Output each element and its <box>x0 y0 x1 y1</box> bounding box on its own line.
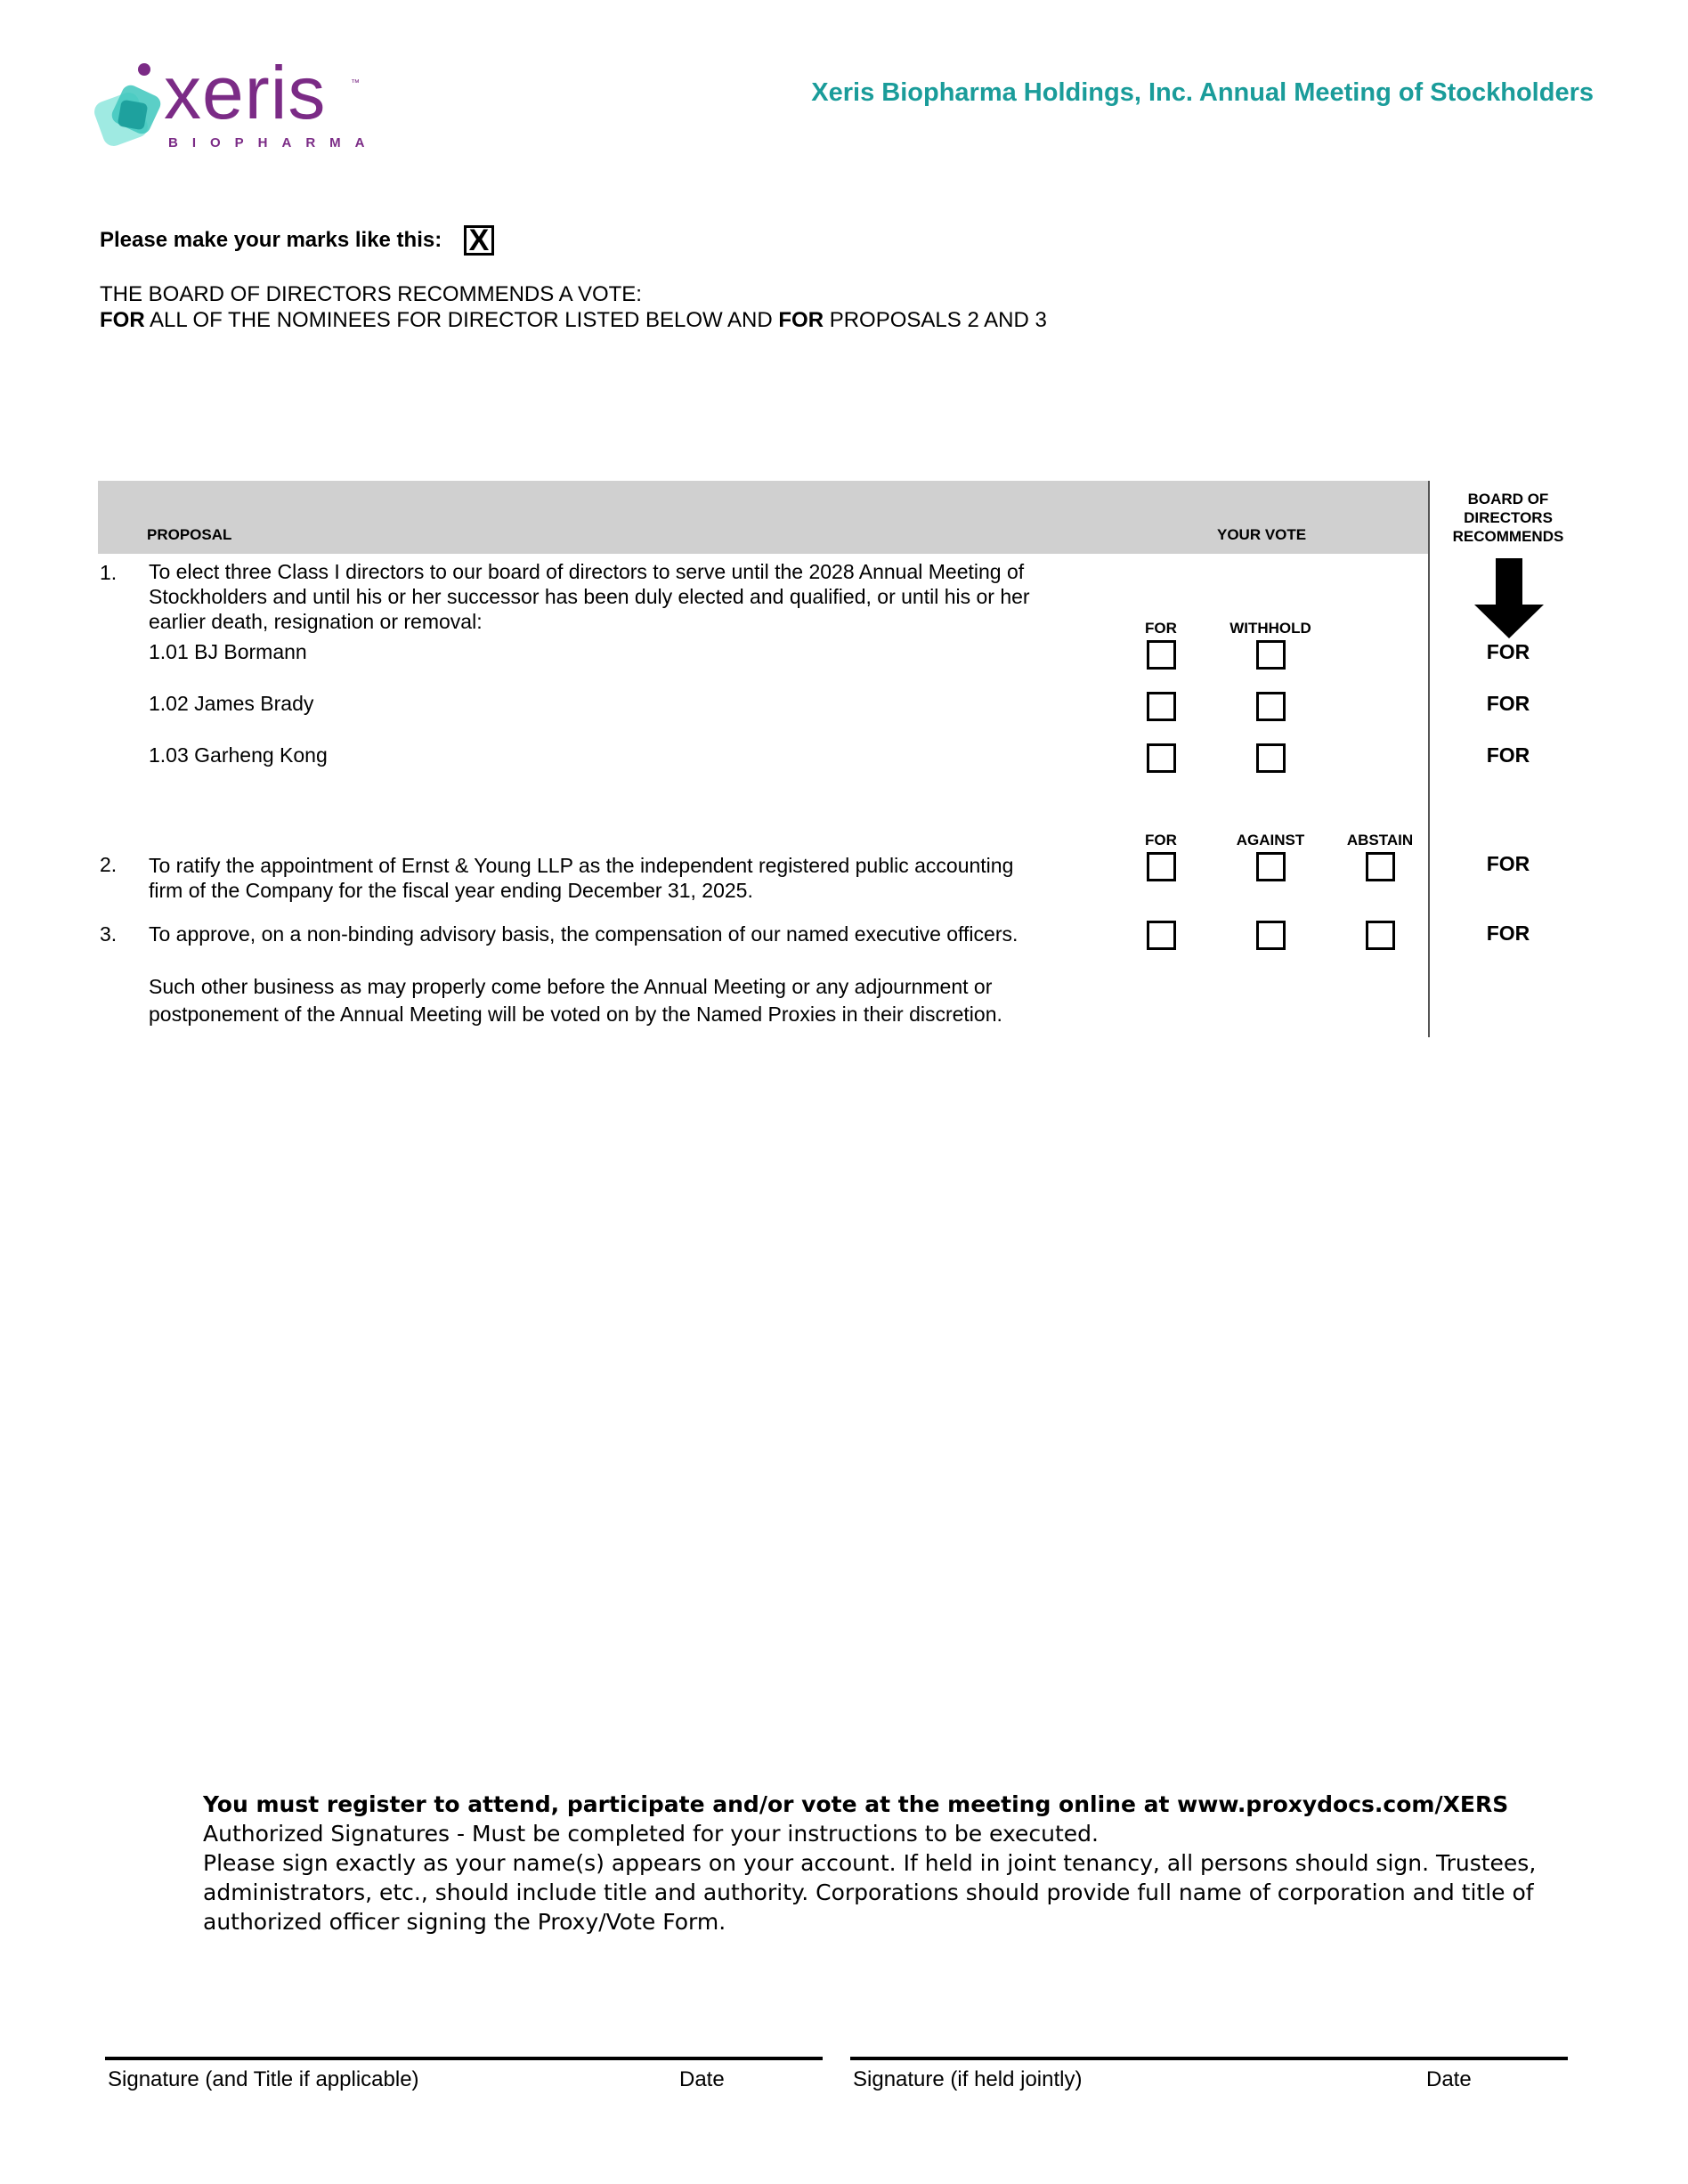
logo-trademark: ™ <box>351 78 360 88</box>
proposal-3-number: 3. <box>100 922 118 946</box>
date-label-1: Date <box>679 2067 725 2091</box>
nominee-1-03-withhold-checkbox[interactable] <box>1256 743 1286 773</box>
marks-instruction: Please make your marks like this: <box>100 228 442 252</box>
recommendation-line-1: THE BOARD OF DIRECTORS RECOMMENDS A VOTE: <box>100 282 642 306</box>
authorized-signatures-note: Authorized Signatures - Must be completed for your instructions to be executed. <box>203 1821 1099 1847</box>
column-divider <box>1428 481 1430 1037</box>
proposal-2-number: 2. <box>100 853 118 876</box>
proposal-2-against-checkbox[interactable] <box>1256 852 1286 881</box>
other-business-text: Such other business as may properly come before the Annual Meeting or any adjournment or postponement of the Annual Meeting will be voted on by the Named Proxies in their discretion. <box>149 975 1002 1026</box>
nominee-1-02-recommendation: FOR <box>1486 692 1530 715</box>
page-title: Xeris Biopharma Holdings, Inc. Annual Meeting of Stockholders <box>811 78 1594 107</box>
proposal-1-text: To elect three Class I directors to our board of directors to serve until the 2028 Annual Meeting of Stockholders and until his or her successor has been duly elected and qualified, or until his or her earlier death, resignation or removal: <box>149 560 1030 633</box>
registration-notice: You must register to attend, participate and/or vote at the meeting online at www.proxydocs.com/XERS <box>203 1791 1509 1817</box>
date-label-2: Date <box>1426 2067 1472 2091</box>
proposal-2-recommendation: FOR <box>1486 852 1530 875</box>
vote-for-label-2: FOR <box>1145 832 1177 848</box>
nominee-1-01-for-checkbox[interactable] <box>1147 640 1176 670</box>
example-mark-box: X <box>464 225 494 256</box>
nominee-1-01-recommendation: FOR <box>1486 640 1530 663</box>
nominee-1-03-recommendation: FOR <box>1486 743 1530 767</box>
proposal-column-header: PROPOSAL <box>147 526 232 543</box>
nominee-1-01: 1.01 BJ Bormann <box>149 640 307 663</box>
board-recommendation <box>100 281 1047 333</box>
proposal-2-for-checkbox[interactable] <box>1147 852 1176 881</box>
vote-withhold-label: WITHHOLD <box>1229 620 1311 637</box>
vote-for-label: FOR <box>1145 620 1177 637</box>
proposal-2-abstain-checkbox[interactable] <box>1366 852 1395 881</box>
proposal-3-abstain-checkbox[interactable] <box>1366 921 1395 950</box>
proposal-1-number: 1. <box>100 561 118 584</box>
proposal-3-recommendation: FOR <box>1486 922 1530 945</box>
your-vote-column-header: YOUR VOTE <box>1217 526 1307 543</box>
signature-label-2: Signature (if held jointly) <box>853 2067 1083 2091</box>
proposal-3-for-checkbox[interactable] <box>1147 921 1176 950</box>
vote-abstain-label: ABSTAIN <box>1346 832 1414 848</box>
nominee-1-03: 1.03 Garheng Kong <box>149 743 328 767</box>
xeris-logo <box>93 51 379 160</box>
nominee-1-02: 1.02 James Brady <box>149 692 314 715</box>
recommendation-line-2: FOR ALL OF THE NOMINEES FOR DIRECTOR LISTED BELOW AND FOR PROPOSALS 2 AND 3 <box>100 308 1047 332</box>
nominee-1-02-for-checkbox[interactable] <box>1147 692 1176 721</box>
signature-line-1[interactable] <box>105 2057 823 2060</box>
nominee-1-02-withhold-checkbox[interactable] <box>1256 692 1286 721</box>
board-recommends-header: BOARD OF DIRECTORS RECOMMENDS <box>1452 491 1564 545</box>
down-arrow-icon <box>1474 558 1544 638</box>
signature-instructions: You must register to attend, participate and/or vote at the meeting online at www.proxydocs.com/XERS Authorized Signatures - Must be completed for your instructions to be executed. Please sign exactly as your name(s) appears on your account. If held in joint tenancy, all persons should sign. Trustees, administrators, etc., should include title and authority. Corporations should provide full name of corporation and title of authorized officer signing the Proxy/Vote Form. <box>203 1790 1538 1936</box>
proposal-2-text: To ratify the appointment of Ernst & Young LLP as the independent registered public accounting firm of the Company for the fiscal year ending December 31, 2025. <box>149 854 1014 902</box>
vote-against-label: AGAINST <box>1236 832 1305 848</box>
nominee-1-01-withhold-checkbox[interactable] <box>1256 640 1286 670</box>
proposal-3-against-checkbox[interactable] <box>1256 921 1286 950</box>
nominee-1-03-for-checkbox[interactable] <box>1147 743 1176 773</box>
logo-subtitle: BIOPHARMA <box>168 135 379 150</box>
proposal-3-text: To approve, on a non-binding advisory basis, the compensation of our named executive officers. <box>149 922 1018 946</box>
logo-wordmark: xeris <box>164 51 327 134</box>
signature-line-2[interactable] <box>850 2057 1568 2060</box>
signature-label-1: Signature (and Title if applicable) <box>108 2067 419 2091</box>
logo-mark-icon <box>93 62 173 160</box>
